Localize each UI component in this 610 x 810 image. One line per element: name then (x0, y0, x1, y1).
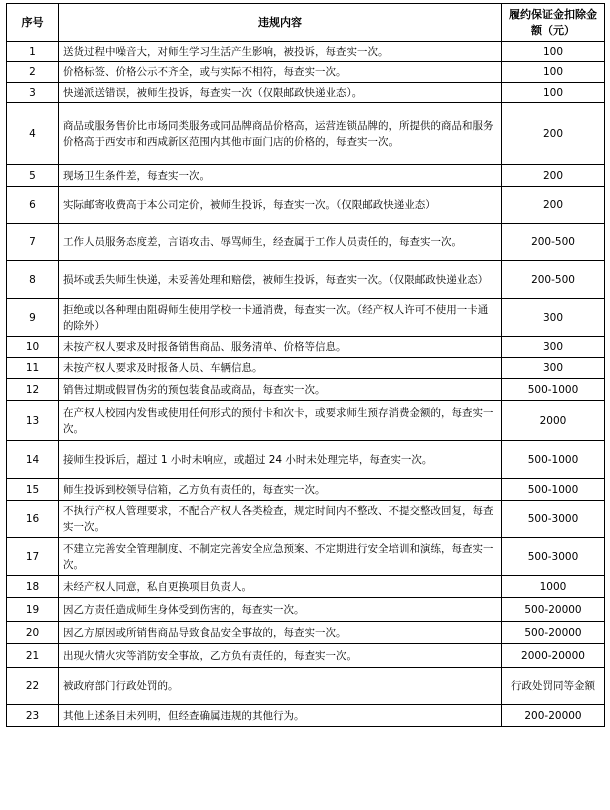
row-number: 20 (7, 622, 59, 644)
row-number: 2 (7, 62, 59, 83)
deduction-amount: 200 (502, 165, 605, 187)
deduction-amount: 300 (502, 358, 605, 379)
violation-content: 销售过期或假冒伪劣的预包装食品或商品，每查实一次。 (59, 379, 502, 401)
deduction-amount: 500-20000 (502, 622, 605, 644)
row-number: 5 (7, 165, 59, 187)
table-row (7, 42, 605, 62)
table-row (7, 644, 605, 668)
row-number: 9 (7, 299, 59, 337)
table-row (7, 705, 605, 727)
row-number: 7 (7, 224, 59, 261)
table-row (7, 538, 605, 576)
deduction-amount: 500-20000 (502, 598, 605, 622)
violation-content: 不执行产权人管理要求，不配合产权人各类检查，规定时间内不整改、不提交整改回复，每查实一次。 (59, 501, 502, 538)
table-row (7, 479, 605, 501)
deduction-amount: 200-20000 (502, 705, 605, 727)
penalty-table-container (6, 3, 605, 727)
table-row (7, 337, 605, 358)
table-row (7, 598, 605, 622)
deduction-amount: 1000 (502, 576, 605, 598)
table-row (7, 668, 605, 705)
deduction-amount: 200 (502, 103, 605, 165)
violation-content: 出现火情火灾等消防安全事故，乙方负有责任的，每查实一次。 (59, 644, 502, 668)
table-row (7, 501, 605, 538)
table-body (7, 42, 605, 727)
violation-content: 接师生投诉后，超过 1 小时未响应，或超过 24 小时未处理完毕，每查实一次。 (59, 441, 502, 479)
table-header-row (7, 4, 605, 42)
deduction-amount: 2000-20000 (502, 644, 605, 668)
row-number: 1 (7, 42, 59, 62)
deduction-amount: 200-500 (502, 224, 605, 261)
row-number: 17 (7, 538, 59, 576)
table-row (7, 224, 605, 261)
violation-content: 工作人员服务态度差，言语攻击、辱骂师生，经查属于工作人员责任的，每查实一次。 (59, 224, 502, 261)
deduction-amount: 300 (502, 337, 605, 358)
violation-content: 未经产权人同意，私自更换项目负责人。 (59, 576, 502, 598)
table-row (7, 165, 605, 187)
violation-content: 不建立完善安全管理制度、不制定完善安全应急预案、不定期进行安全培训和演练，每查实一次。 (59, 538, 502, 576)
deduction-amount: 500-1000 (502, 441, 605, 479)
table-row (7, 299, 605, 337)
violation-content: 送货过程中噪音大，对师生学习生活产生影响，被投诉，每查实一次。 (59, 42, 502, 62)
violation-content: 商品或服务售价比市场同类服务或同品牌商品价格高，运营连锁品牌的，所提供的商品和服务价格高于西安市和西咸新区范围内其他市面门店的价格的，每查实一次。 (59, 103, 502, 165)
violation-content: 被政府部门行政处罚的。 (59, 668, 502, 705)
row-number: 23 (7, 705, 59, 727)
table-row (7, 261, 605, 299)
row-number: 12 (7, 379, 59, 401)
violation-content: 未按产权人要求及时报备销售商品、服务清单、价格等信息。 (59, 337, 502, 358)
header-content: 违规内容 (59, 4, 502, 42)
row-number: 21 (7, 644, 59, 668)
violation-content: 快递派送错误，被师生投诉，每查实一次（仅限邮政快递业态）。 (59, 83, 502, 103)
violation-content: 其他上述条目未列明，但经查确属违规的其他行为。 (59, 705, 502, 727)
table-row (7, 358, 605, 379)
violation-content: 在产权人校园内发售或使用任何形式的预付卡和次卡，或要求师生预存消费金额的，每查实一次。 (59, 401, 502, 441)
deduction-amount: 200-500 (502, 261, 605, 299)
table-row (7, 401, 605, 441)
row-number: 18 (7, 576, 59, 598)
table-row (7, 576, 605, 598)
violation-content: 因乙方责任造成师生身体受到伤害的，每查实一次。 (59, 598, 502, 622)
deduction-amount: 500-3000 (502, 501, 605, 538)
violation-content: 拒绝或以各种理由阻碍师生使用学校一卡通消费，每查实一次。（经产权人许可不使用一卡通的除外） (59, 299, 502, 337)
table-row (7, 187, 605, 224)
deduction-amount: 300 (502, 299, 605, 337)
row-number: 10 (7, 337, 59, 358)
deduction-amount: 200 (502, 187, 605, 224)
violation-content: 损坏或丢失师生快递，未妥善处理和赔偿，被师生投诉，每查实一次。（仅限邮政快递业态） (59, 261, 502, 299)
table-row (7, 103, 605, 165)
table-row (7, 379, 605, 401)
penalty-table (6, 3, 605, 727)
deduction-amount: 100 (502, 83, 605, 103)
row-number: 14 (7, 441, 59, 479)
deduction-amount: 500-3000 (502, 538, 605, 576)
table-row (7, 622, 605, 644)
row-number: 19 (7, 598, 59, 622)
row-number: 3 (7, 83, 59, 103)
violation-content: 未按产权人要求及时报备人员、车辆信息。 (59, 358, 502, 379)
header-no: 序号 (7, 4, 59, 42)
deduction-amount: 2000 (502, 401, 605, 441)
row-number: 8 (7, 261, 59, 299)
violation-content: 因乙方原因或所销售商品导致食品安全事故的，每查实一次。 (59, 622, 502, 644)
table-row (7, 441, 605, 479)
table-row (7, 62, 605, 83)
row-number: 22 (7, 668, 59, 705)
deduction-amount: 500-1000 (502, 479, 605, 501)
deduction-amount: 100 (502, 62, 605, 83)
row-number: 15 (7, 479, 59, 501)
row-number: 11 (7, 358, 59, 379)
table-row (7, 83, 605, 103)
deduction-amount: 100 (502, 42, 605, 62)
row-number: 4 (7, 103, 59, 165)
deduction-amount: 500-1000 (502, 379, 605, 401)
row-number: 13 (7, 401, 59, 441)
violation-content: 实际邮寄收费高于本公司定价，被师生投诉，每查实一次。（仅限邮政快递业态） (59, 187, 502, 224)
row-number: 6 (7, 187, 59, 224)
violation-content: 师生投诉到校领导信箱，乙方负有责任的，每查实一次。 (59, 479, 502, 501)
header-amount: 履约保证金扣除金额（元） (502, 4, 605, 42)
deduction-amount: 行政处罚同等金额 (502, 668, 605, 705)
violation-content: 价格标签、价格公示不齐全，或与实际不相符，每查实一次。 (59, 62, 502, 83)
violation-content: 现场卫生条件差，每查实一次。 (59, 165, 502, 187)
row-number: 16 (7, 501, 59, 538)
